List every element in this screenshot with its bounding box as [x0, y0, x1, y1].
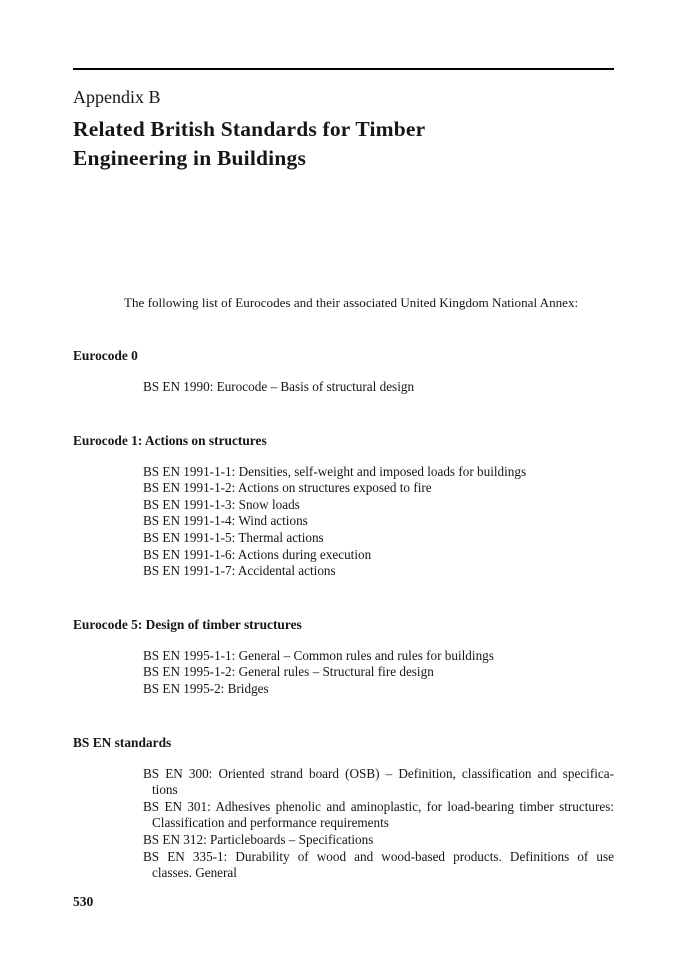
intro-paragraph: The following list of Eurocodes and their associated United Kingdom National Annex:: [124, 295, 579, 310]
section: [73, 347, 614, 396]
standards-list: [73, 379, 614, 396]
standard-item: [143, 530, 614, 547]
standards-list: [73, 648, 614, 698]
section-heading: Eurocode 0: [73, 348, 138, 363]
chapter-title-line1: Related British Standards for Timber: [73, 117, 426, 141]
page-number: 530: [73, 894, 94, 909]
standard-line: BS EN 1991-1-5: Thermal actions: [143, 529, 324, 545]
standard-item: [143, 464, 614, 481]
standard-item: [143, 648, 614, 665]
standard-line: BS EN 1991-1-4: Wind actions: [143, 513, 308, 529]
standard-line: BS EN 301: Adhesives phenolic and aminoplastic, for load-bearing timber structures:: [143, 798, 614, 814]
standards-list: [73, 766, 614, 882]
standard-line: BS EN 335-1: Durability of wood and wood-based products. Definitions of use: [143, 848, 614, 864]
standard-item: [143, 563, 614, 580]
section: [73, 616, 614, 698]
standard-item: [143, 497, 614, 514]
section: [73, 734, 614, 882]
page-content: [73, 0, 614, 882]
standard-line: tions: [152, 782, 178, 798]
standard-item: [143, 513, 614, 530]
chapter-title: [73, 115, 614, 173]
standard-item: [143, 547, 614, 564]
header-rule: [73, 68, 614, 70]
standard-item: [143, 379, 614, 396]
standard-line: BS EN 1991-1-3: Snow loads: [143, 496, 300, 512]
standards-sections: [73, 347, 614, 882]
standard-item: [143, 766, 614, 799]
standard-item: [143, 799, 614, 832]
section-heading: BS EN standards: [73, 734, 172, 750]
standard-line: BS EN 1991-1-7: Accidental actions: [143, 563, 336, 579]
standard-item: [143, 832, 614, 849]
standard-line: BS EN 1995-1-2: General rules – Structural fire design: [143, 664, 434, 680]
standard-line: BS EN 1991-1-1: Densities, self-weight and imposed loads for buildings: [143, 463, 527, 479]
standard-line: BS EN 312: Particleboards – Specifications: [143, 831, 374, 847]
standard-line: BS EN 1991-1-2: Actions on structures exposed to fire: [143, 480, 432, 496]
appendix-label: Appendix B: [73, 87, 161, 107]
chapter-title-line2: Engineering in Buildings: [73, 146, 307, 170]
standard-line: BS EN 1991-1-6: Actions during execution: [143, 546, 372, 562]
standard-item: [143, 849, 614, 882]
standard-item: [143, 681, 614, 698]
standard-item: [143, 664, 614, 681]
standard-item: [143, 480, 614, 497]
standard-line: classes. General: [152, 865, 237, 881]
standard-line: BS EN 1990: Eurocode – Basis of structural design: [143, 379, 415, 394]
standards-list: [73, 464, 614, 580]
standard-line: BS EN 1995-2: Bridges: [143, 680, 269, 696]
standard-line: BS EN 1995-1-1: General – Common rules and rules for buildings: [143, 647, 494, 663]
standard-line: Classification and performance requirements: [152, 815, 389, 831]
section-heading: Eurocode 1: Actions on structures: [73, 432, 267, 448]
section-heading: Eurocode 5: Design of timber structures: [73, 616, 302, 632]
section: [73, 432, 614, 580]
standard-line: BS EN 300: Oriented strand board (OSB) – Definition, classification and specifica-: [143, 765, 614, 781]
